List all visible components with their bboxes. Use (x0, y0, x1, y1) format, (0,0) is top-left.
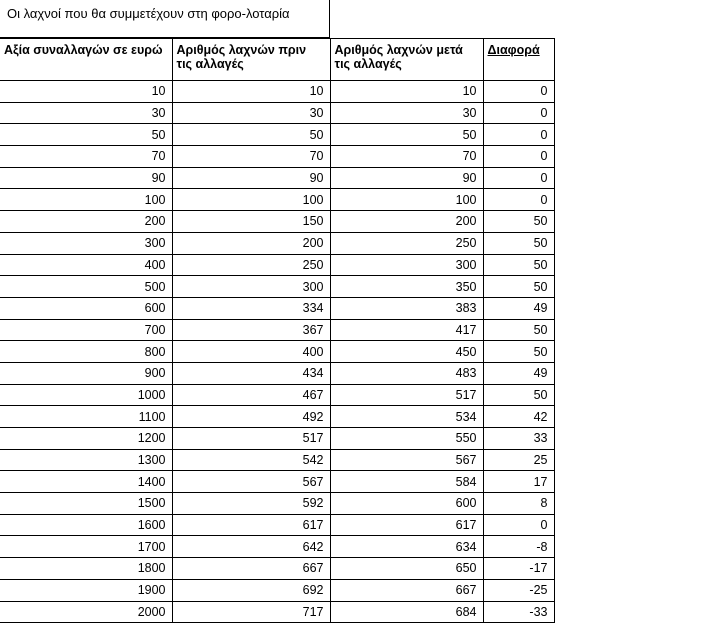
cell-transaction-value: 1700 (0, 536, 172, 558)
cell-tickets-after: 200 (330, 211, 483, 233)
table-row (0, 319, 554, 341)
cell-tickets-before: 492 (172, 406, 330, 428)
cell-tickets-after: 350 (330, 276, 483, 298)
table-row (0, 189, 554, 211)
cell-tickets-before: 200 (172, 232, 330, 254)
table-row (0, 493, 554, 515)
cell-tickets-after: 650 (330, 558, 483, 580)
cell-tickets-before: 50 (172, 124, 330, 146)
cell-difference: 25 (483, 449, 554, 471)
cell-tickets-before: 150 (172, 211, 330, 233)
cell-tickets-before: 467 (172, 384, 330, 406)
cell-transaction-value: 90 (0, 167, 172, 189)
table-row (0, 124, 554, 146)
cell-tickets-before: 617 (172, 514, 330, 536)
column-header-tickets-before: Αριθμός λαχνών πριν τις αλλαγές (172, 39, 330, 81)
table-row (0, 579, 554, 601)
cell-difference: -8 (483, 536, 554, 558)
cell-tickets-before: 642 (172, 536, 330, 558)
cell-tickets-after: 684 (330, 601, 483, 623)
table-row (0, 362, 554, 384)
table-row (0, 232, 554, 254)
cell-difference: -17 (483, 558, 554, 580)
table-row (0, 601, 554, 623)
cell-tickets-after: 30 (330, 102, 483, 124)
cell-transaction-value: 1900 (0, 579, 172, 601)
cell-difference: 0 (483, 124, 554, 146)
column-header-transaction-value: Αξία συναλλαγών σε ευρώ (0, 39, 172, 81)
cell-tickets-after: 10 (330, 81, 483, 103)
cell-difference: 50 (483, 276, 554, 298)
cell-transaction-value: 70 (0, 146, 172, 168)
cell-tickets-after: 550 (330, 428, 483, 450)
cell-tickets-before: 434 (172, 362, 330, 384)
cell-difference: 49 (483, 362, 554, 384)
cell-tickets-after: 250 (330, 232, 483, 254)
cell-transaction-value: 50 (0, 124, 172, 146)
cell-transaction-value: 200 (0, 211, 172, 233)
cell-tickets-before: 717 (172, 601, 330, 623)
cell-tickets-after: 667 (330, 579, 483, 601)
cell-tickets-after: 567 (330, 449, 483, 471)
cell-tickets-before: 30 (172, 102, 330, 124)
table-row (0, 471, 554, 493)
table-row (0, 384, 554, 406)
cell-tickets-before: 100 (172, 189, 330, 211)
cell-difference: 0 (483, 81, 554, 103)
cell-difference: 33 (483, 428, 554, 450)
cell-tickets-before: 592 (172, 493, 330, 515)
table-row (0, 558, 554, 580)
table-body (0, 81, 554, 623)
cell-transaction-value: 30 (0, 102, 172, 124)
cell-tickets-after: 600 (330, 493, 483, 515)
table-row (0, 102, 554, 124)
cell-difference: 0 (483, 102, 554, 124)
cell-tickets-after: 534 (330, 406, 483, 428)
cell-transaction-value: 1400 (0, 471, 172, 493)
cell-tickets-after: 50 (330, 124, 483, 146)
cell-tickets-after: 90 (330, 167, 483, 189)
table-title-cell (0, 0, 330, 38)
cell-tickets-before: 300 (172, 276, 330, 298)
cell-difference: 50 (483, 319, 554, 341)
cell-difference: 0 (483, 514, 554, 536)
cell-transaction-value: 700 (0, 319, 172, 341)
cell-tickets-after: 100 (330, 189, 483, 211)
cell-transaction-value: 800 (0, 341, 172, 363)
table-row (0, 276, 554, 298)
cell-transaction-value: 1500 (0, 493, 172, 515)
cell-tickets-before: 692 (172, 579, 330, 601)
cell-tickets-after: 634 (330, 536, 483, 558)
cell-tickets-after: 483 (330, 362, 483, 384)
cell-tickets-before: 250 (172, 254, 330, 276)
cell-difference: 50 (483, 254, 554, 276)
cell-tickets-after: 617 (330, 514, 483, 536)
cell-tickets-after: 417 (330, 319, 483, 341)
table-row (0, 536, 554, 558)
cell-tickets-before: 517 (172, 428, 330, 450)
cell-difference: -33 (483, 601, 554, 623)
cell-transaction-value: 1200 (0, 428, 172, 450)
cell-tickets-before: 400 (172, 341, 330, 363)
table-row (0, 341, 554, 363)
cell-tickets-after: 383 (330, 297, 483, 319)
cell-tickets-before: 10 (172, 81, 330, 103)
cell-transaction-value: 1100 (0, 406, 172, 428)
cell-tickets-before: 334 (172, 297, 330, 319)
cell-transaction-value: 10 (0, 81, 172, 103)
table-row (0, 297, 554, 319)
cell-transaction-value: 1800 (0, 558, 172, 580)
cell-transaction-value: 1000 (0, 384, 172, 406)
table-row (0, 167, 554, 189)
table-row (0, 449, 554, 471)
table-row (0, 254, 554, 276)
cell-difference: 42 (483, 406, 554, 428)
cell-transaction-value: 400 (0, 254, 172, 276)
cell-transaction-value: 100 (0, 189, 172, 211)
cell-difference: 50 (483, 211, 554, 233)
cell-transaction-value: 900 (0, 362, 172, 384)
cell-transaction-value: 1600 (0, 514, 172, 536)
cell-difference: 50 (483, 384, 554, 406)
cell-tickets-before: 542 (172, 449, 330, 471)
cell-difference: 0 (483, 167, 554, 189)
cell-tickets-after: 517 (330, 384, 483, 406)
cell-tickets-after: 300 (330, 254, 483, 276)
cell-tickets-after: 70 (330, 146, 483, 168)
table-row (0, 146, 554, 168)
column-header-tickets-after: Αριθμός λαχνών μετά τις αλλαγές (330, 39, 483, 81)
cell-tickets-before: 567 (172, 471, 330, 493)
cell-difference: 50 (483, 232, 554, 254)
column-header-difference: Διαφορά (483, 39, 554, 81)
cell-tickets-before: 90 (172, 167, 330, 189)
header-row (0, 39, 554, 81)
cell-transaction-value: 2000 (0, 601, 172, 623)
cell-difference: 49 (483, 297, 554, 319)
table-row (0, 428, 554, 450)
table-row (0, 81, 554, 103)
cell-transaction-value: 300 (0, 232, 172, 254)
cell-difference: 0 (483, 146, 554, 168)
cell-tickets-after: 584 (330, 471, 483, 493)
cell-difference: 50 (483, 341, 554, 363)
table-title: Οι λαχνοί που θα συμμετέχουν στη φορο-λοταρία (7, 6, 290, 21)
cell-difference: 8 (483, 493, 554, 515)
cell-tickets-before: 70 (172, 146, 330, 168)
cell-tickets-before: 667 (172, 558, 330, 580)
table-row (0, 514, 554, 536)
cell-difference: 17 (483, 471, 554, 493)
cell-difference: -25 (483, 579, 554, 601)
cell-transaction-value: 1300 (0, 449, 172, 471)
cell-tickets-before: 367 (172, 319, 330, 341)
cell-difference: 0 (483, 189, 554, 211)
table-row (0, 211, 554, 233)
cell-transaction-value: 500 (0, 276, 172, 298)
cell-tickets-after: 450 (330, 341, 483, 363)
cell-transaction-value: 600 (0, 297, 172, 319)
lottery-tickets-table (0, 38, 555, 623)
table-row (0, 406, 554, 428)
